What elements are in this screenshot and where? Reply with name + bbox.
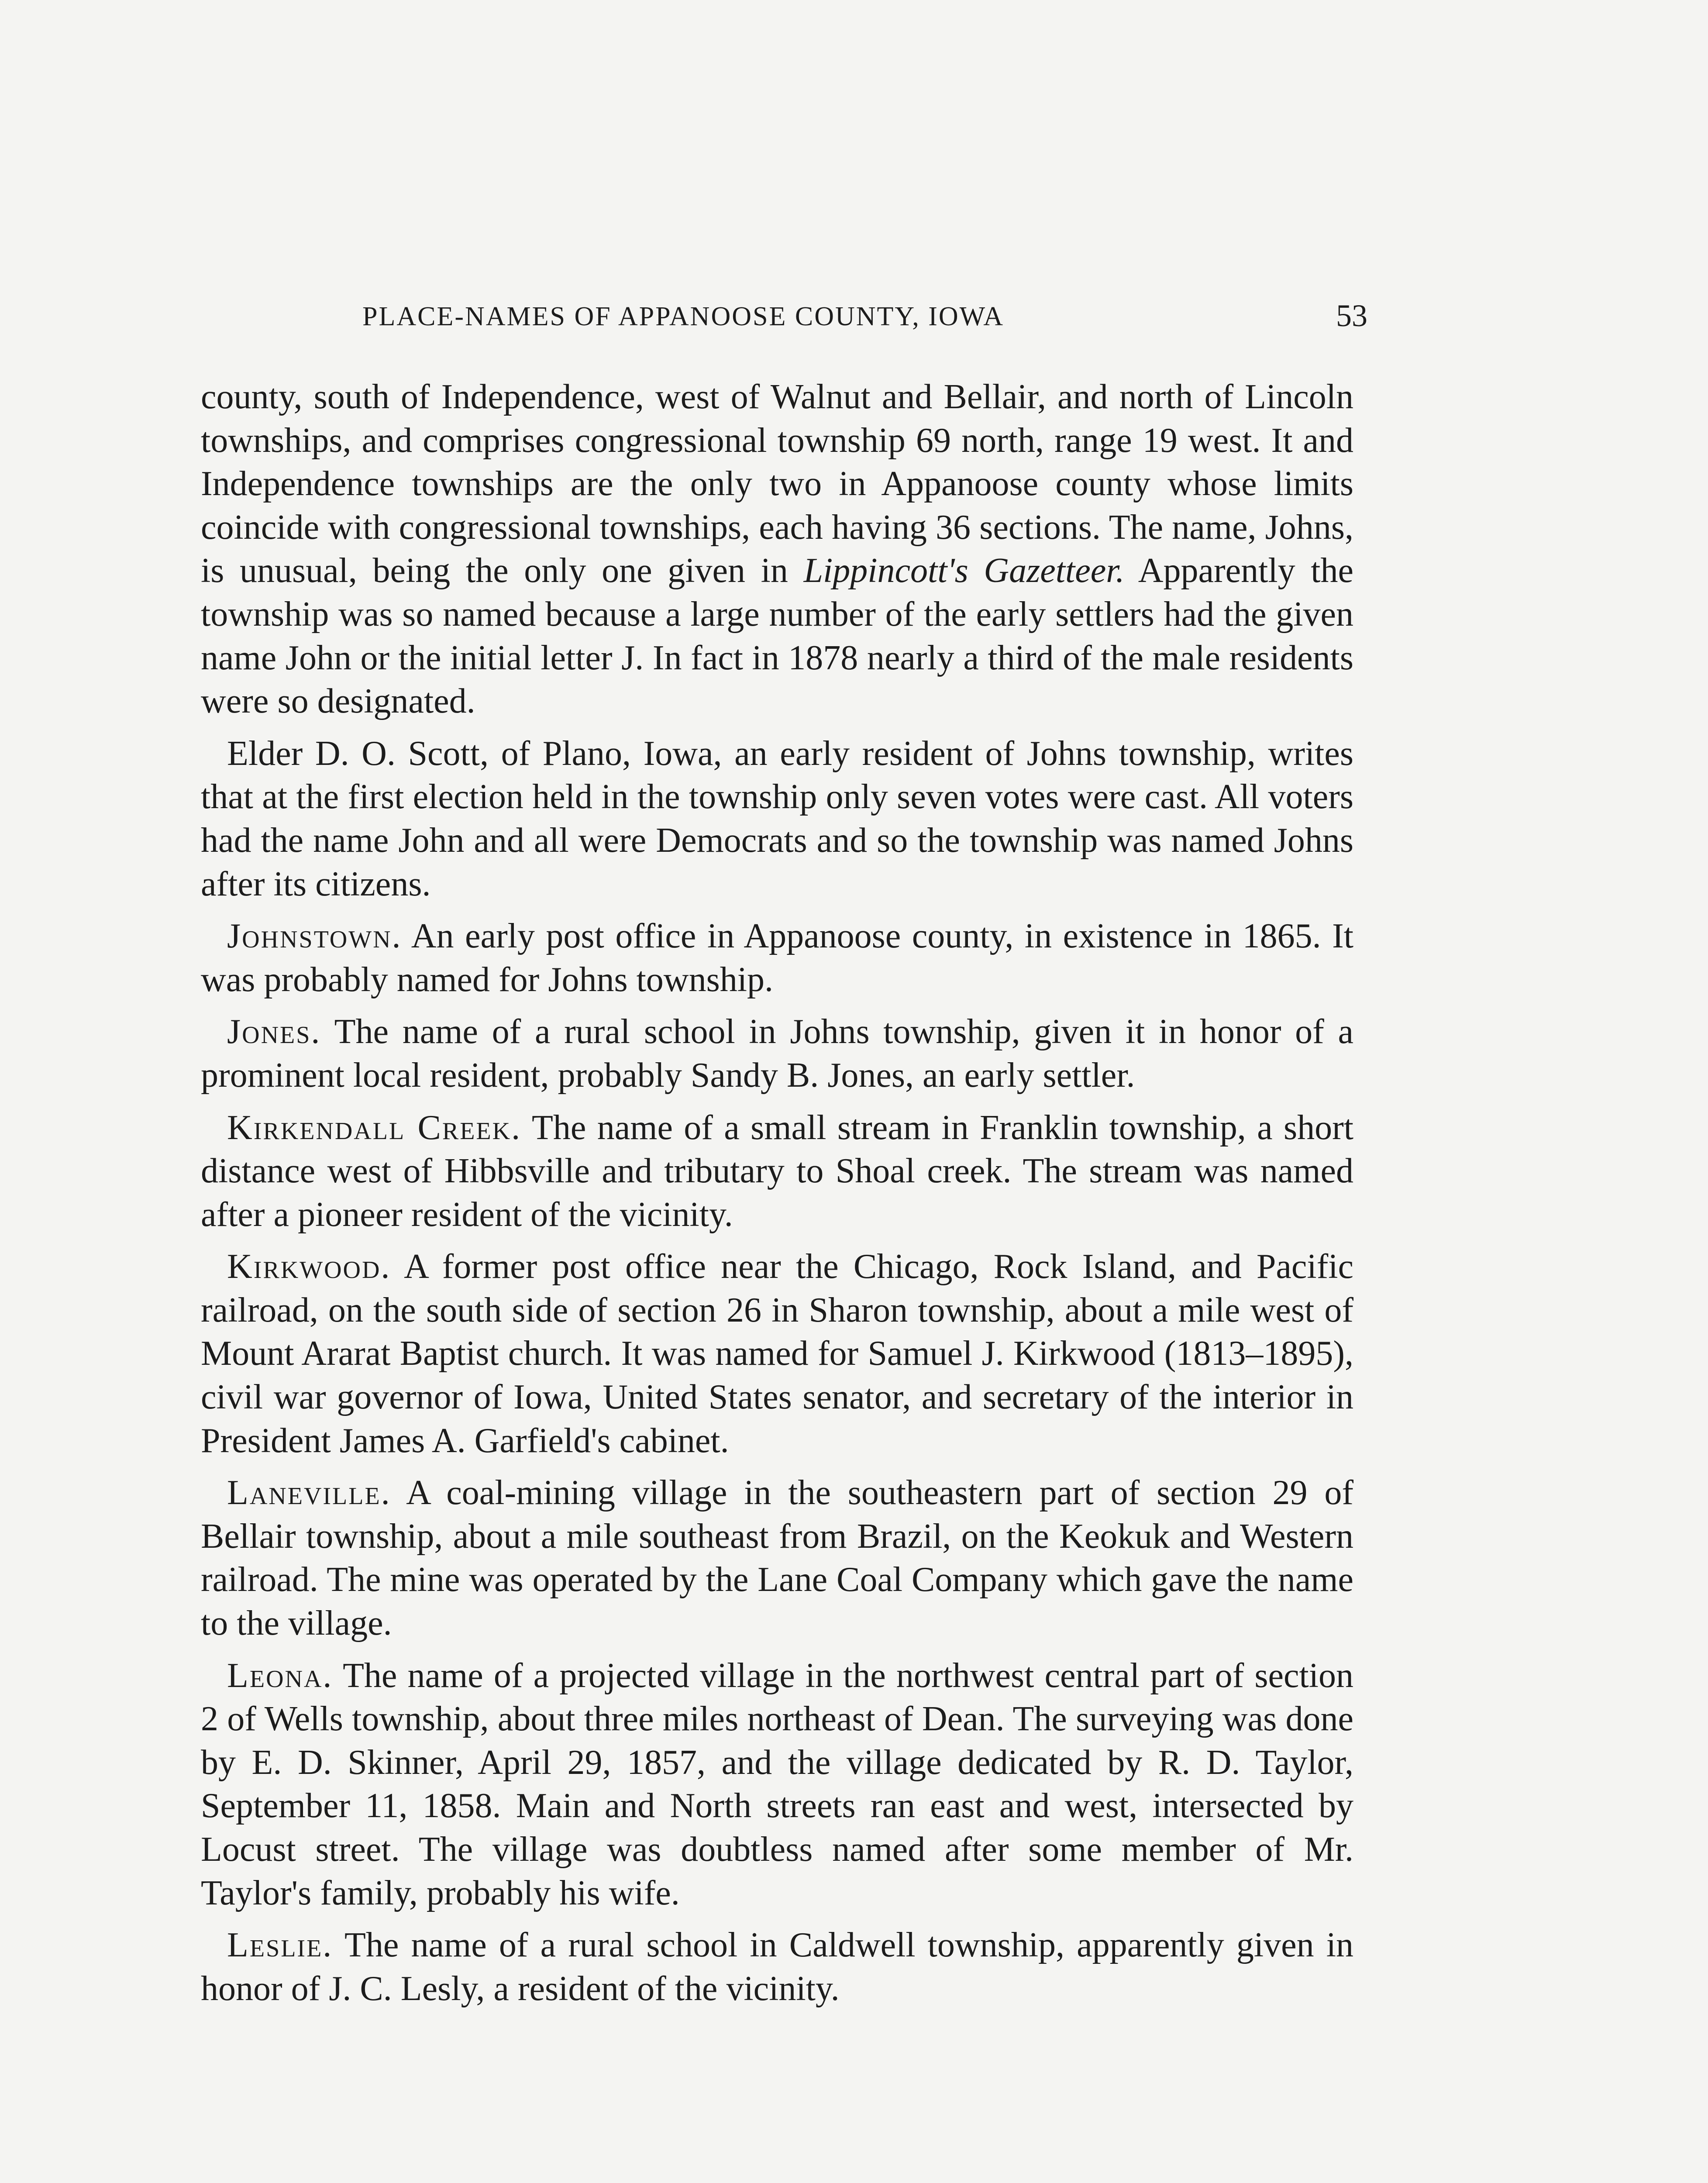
entry-text: A coal-mining village in the southeastern part of section 29 of Bellair township, about a mile southeast from Brazil, on the Keokuk and Western railroad. The mine was operated by the Lane Coal Company which gave the name to the village.: [201, 1474, 1353, 1643]
entry-text: A former post office near the Chicago, Rock Island, and Pacific railroad, on the south side of section 26 in Sharon township, about a mile west of Mount Ararat Baptist church. It was named for Samuel J. Kirkwood (1813–1895), civil war governor of Iowa, United States senator, and secretary of the interior in President James A. Garfield's cabinet.: [201, 1247, 1353, 1460]
entry-name: Kirkendall Creek.: [227, 1108, 522, 1147]
intro-paragraph-continued: [201, 375, 1353, 723]
entry-jones: [201, 1010, 1353, 1097]
entry-name: Leona.: [227, 1656, 333, 1695]
entry-leona: [201, 1654, 1353, 1915]
gazetteer-title: Lippincott's Gazetteer.: [803, 551, 1125, 590]
scott-paragraph: Elder D. O. Scott, of Plano, Iowa, an early resident of Johns township, writes that at the first election held in the township only seven votes were cast. All voters had the name John and all were Democrats and so the township was named Johns after its citizens.: [201, 734, 1353, 903]
entry-johnstown: [201, 915, 1353, 1002]
entry-name: Jones.: [227, 1012, 321, 1051]
text-column: [201, 375, 1353, 2019]
entry-text: An early post office in Appanoose county, in existence in 1865. It was probably named for Johns township.: [201, 917, 1353, 999]
entry-kirkendall-creek: [201, 1106, 1353, 1237]
entry-name: Laneville.: [227, 1474, 391, 1512]
entry-laneville: [201, 1471, 1353, 1645]
entry-text: The name of a small stream in Franklin township, a short distance west of Hibbsville and tributary to Shoal creek. The stream was named after a pioneer resident of the vicinity.: [201, 1108, 1353, 1234]
entry-name: Kirkwood.: [227, 1247, 391, 1286]
entry-text: The name of a rural school in Johns township, given it in honor of a prominent local resident, probably Sandy B. Jones, an early settler.: [201, 1012, 1353, 1095]
entry-text: The name of a projected village in the northwest central part of section 2 of Wells township, about three miles northeast of Dean. The surveying was done by E. D. Skinner, April 29, 1857, and the village dedicated by R. D. Taylor, September 11, 1858. Main and North streets ran east and west, intersected by Locust street. The village was doubtless named after some member of Mr. Taylor's family, probably his wife.: [201, 1656, 1353, 1912]
entry-kirkwood: [201, 1245, 1353, 1463]
entry-leslie: [201, 1924, 1353, 2011]
entry-text: The name of a rural school in Caldwell township, apparently given in honor of J. C. Lesly, a resident of the vicinity.: [201, 1926, 1353, 2008]
intro-text-b: Apparently the township was so named because a large number of the early settlers had the given name John or the initial letter J. In fact in 1878 nearly a third of the male residents were so designated.: [201, 551, 1354, 721]
entry-name: Leslie.: [227, 1926, 333, 1965]
entry-name: Johnstown.: [227, 917, 402, 956]
page-number: 53: [1336, 298, 1367, 333]
intro-text-a: county, south of Independence, west of Walnut and Bellair, and north of Lincoln townships, and comprises congressional township 69 north, range 19 west. It and Independence townships are the only two in Appanoose county whose limits coincide with congressional townships, each having 36 sections. The name, Johns, is unusual, being the only one given in: [201, 378, 1353, 590]
running-head: [201, 298, 1380, 349]
running-title: PLACE-NAMES OF APPANOOSE COUNTY, IOWA: [362, 302, 1005, 331]
